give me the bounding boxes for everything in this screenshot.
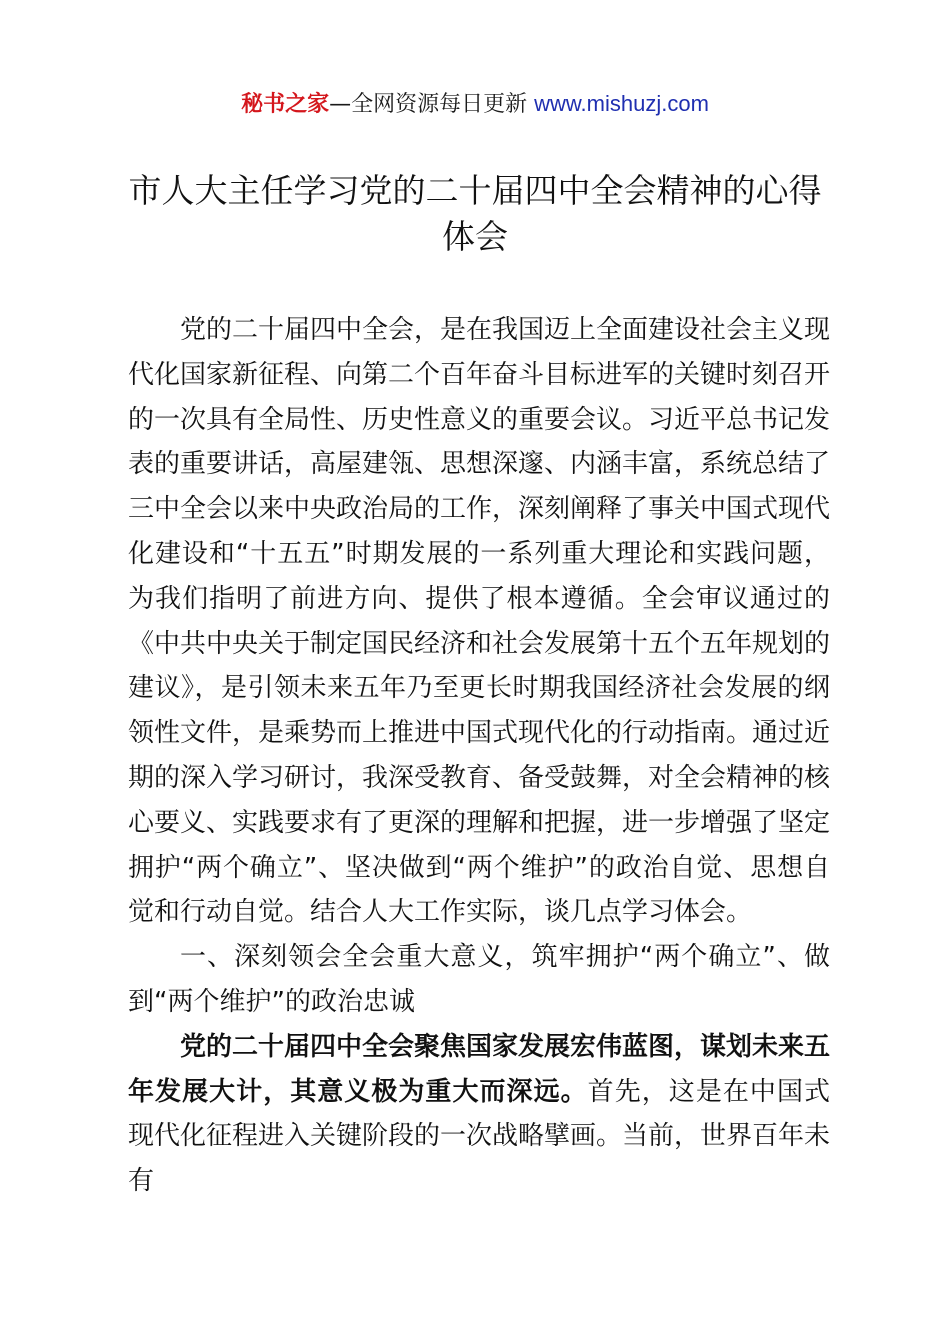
site-url[interactable]: www.mishuzj.com xyxy=(534,91,709,116)
site-header xyxy=(0,88,950,121)
document-body xyxy=(128,308,830,1204)
section-paragraph xyxy=(128,1025,830,1204)
intro-paragraph: 党的二十届四中全会，是在我国迈上全面建设社会主义现代化国家新征程、向第二个百年奋斗目标进军的关键时刻召开的一次具有全局性、历史性意义的重要会议。习近平总书记发表的重要讲话，高屋建瓴、思想深邃、内涵丰富，系统总结了三中全会以来中央政治局的工作，深刻阐释了事关中国式现代化建设和“十五五”时期发展的一系列重大理论和实践问题，为我们指明了前进方向、提供了根本遵循。全会审议通过的《中共中央关于制定国民经济和社会发展第十五个五年规划的建议》，是引领未来五年乃至更长时期我国经济社会发展的纲领性文件，是乘势而上推进中国式现代化的行动指南。通过近期的深入学习研讨，我深受教育、备受鼓舞，对全会精神的核心要义、实践要求有了更深的理解和把握，进一步增强了坚定拥护“两个确立”、坚决做到“两个维护”的政治自觉、思想自觉和行动自觉。结合人大工作实际，谈几点学习体会。 xyxy=(128,315,831,928)
section-heading: 一、深刻领会全会重大意义，筑牢拥护“两个确立”、做到“两个维护”的政治忠诚 xyxy=(128,942,830,1017)
header-tagline: —全网资源每日更新 xyxy=(329,92,535,117)
section-lead-text: 首先，这是在中国式现代化征程进入关键阶段的一次战略擘画。当前，世界百年未有 xyxy=(128,1076,831,1197)
brand-name: 秘书之家 xyxy=(241,92,330,117)
document-title: 市人大主任学习党的二十届四中全会精神的心得体会 xyxy=(128,171,822,256)
section-lead-bold: 党的二十届四中全会聚焦国家发展宏伟蓝图，谋划未来五年发展大计，其意义极为重大而深远。 xyxy=(128,1031,831,1107)
